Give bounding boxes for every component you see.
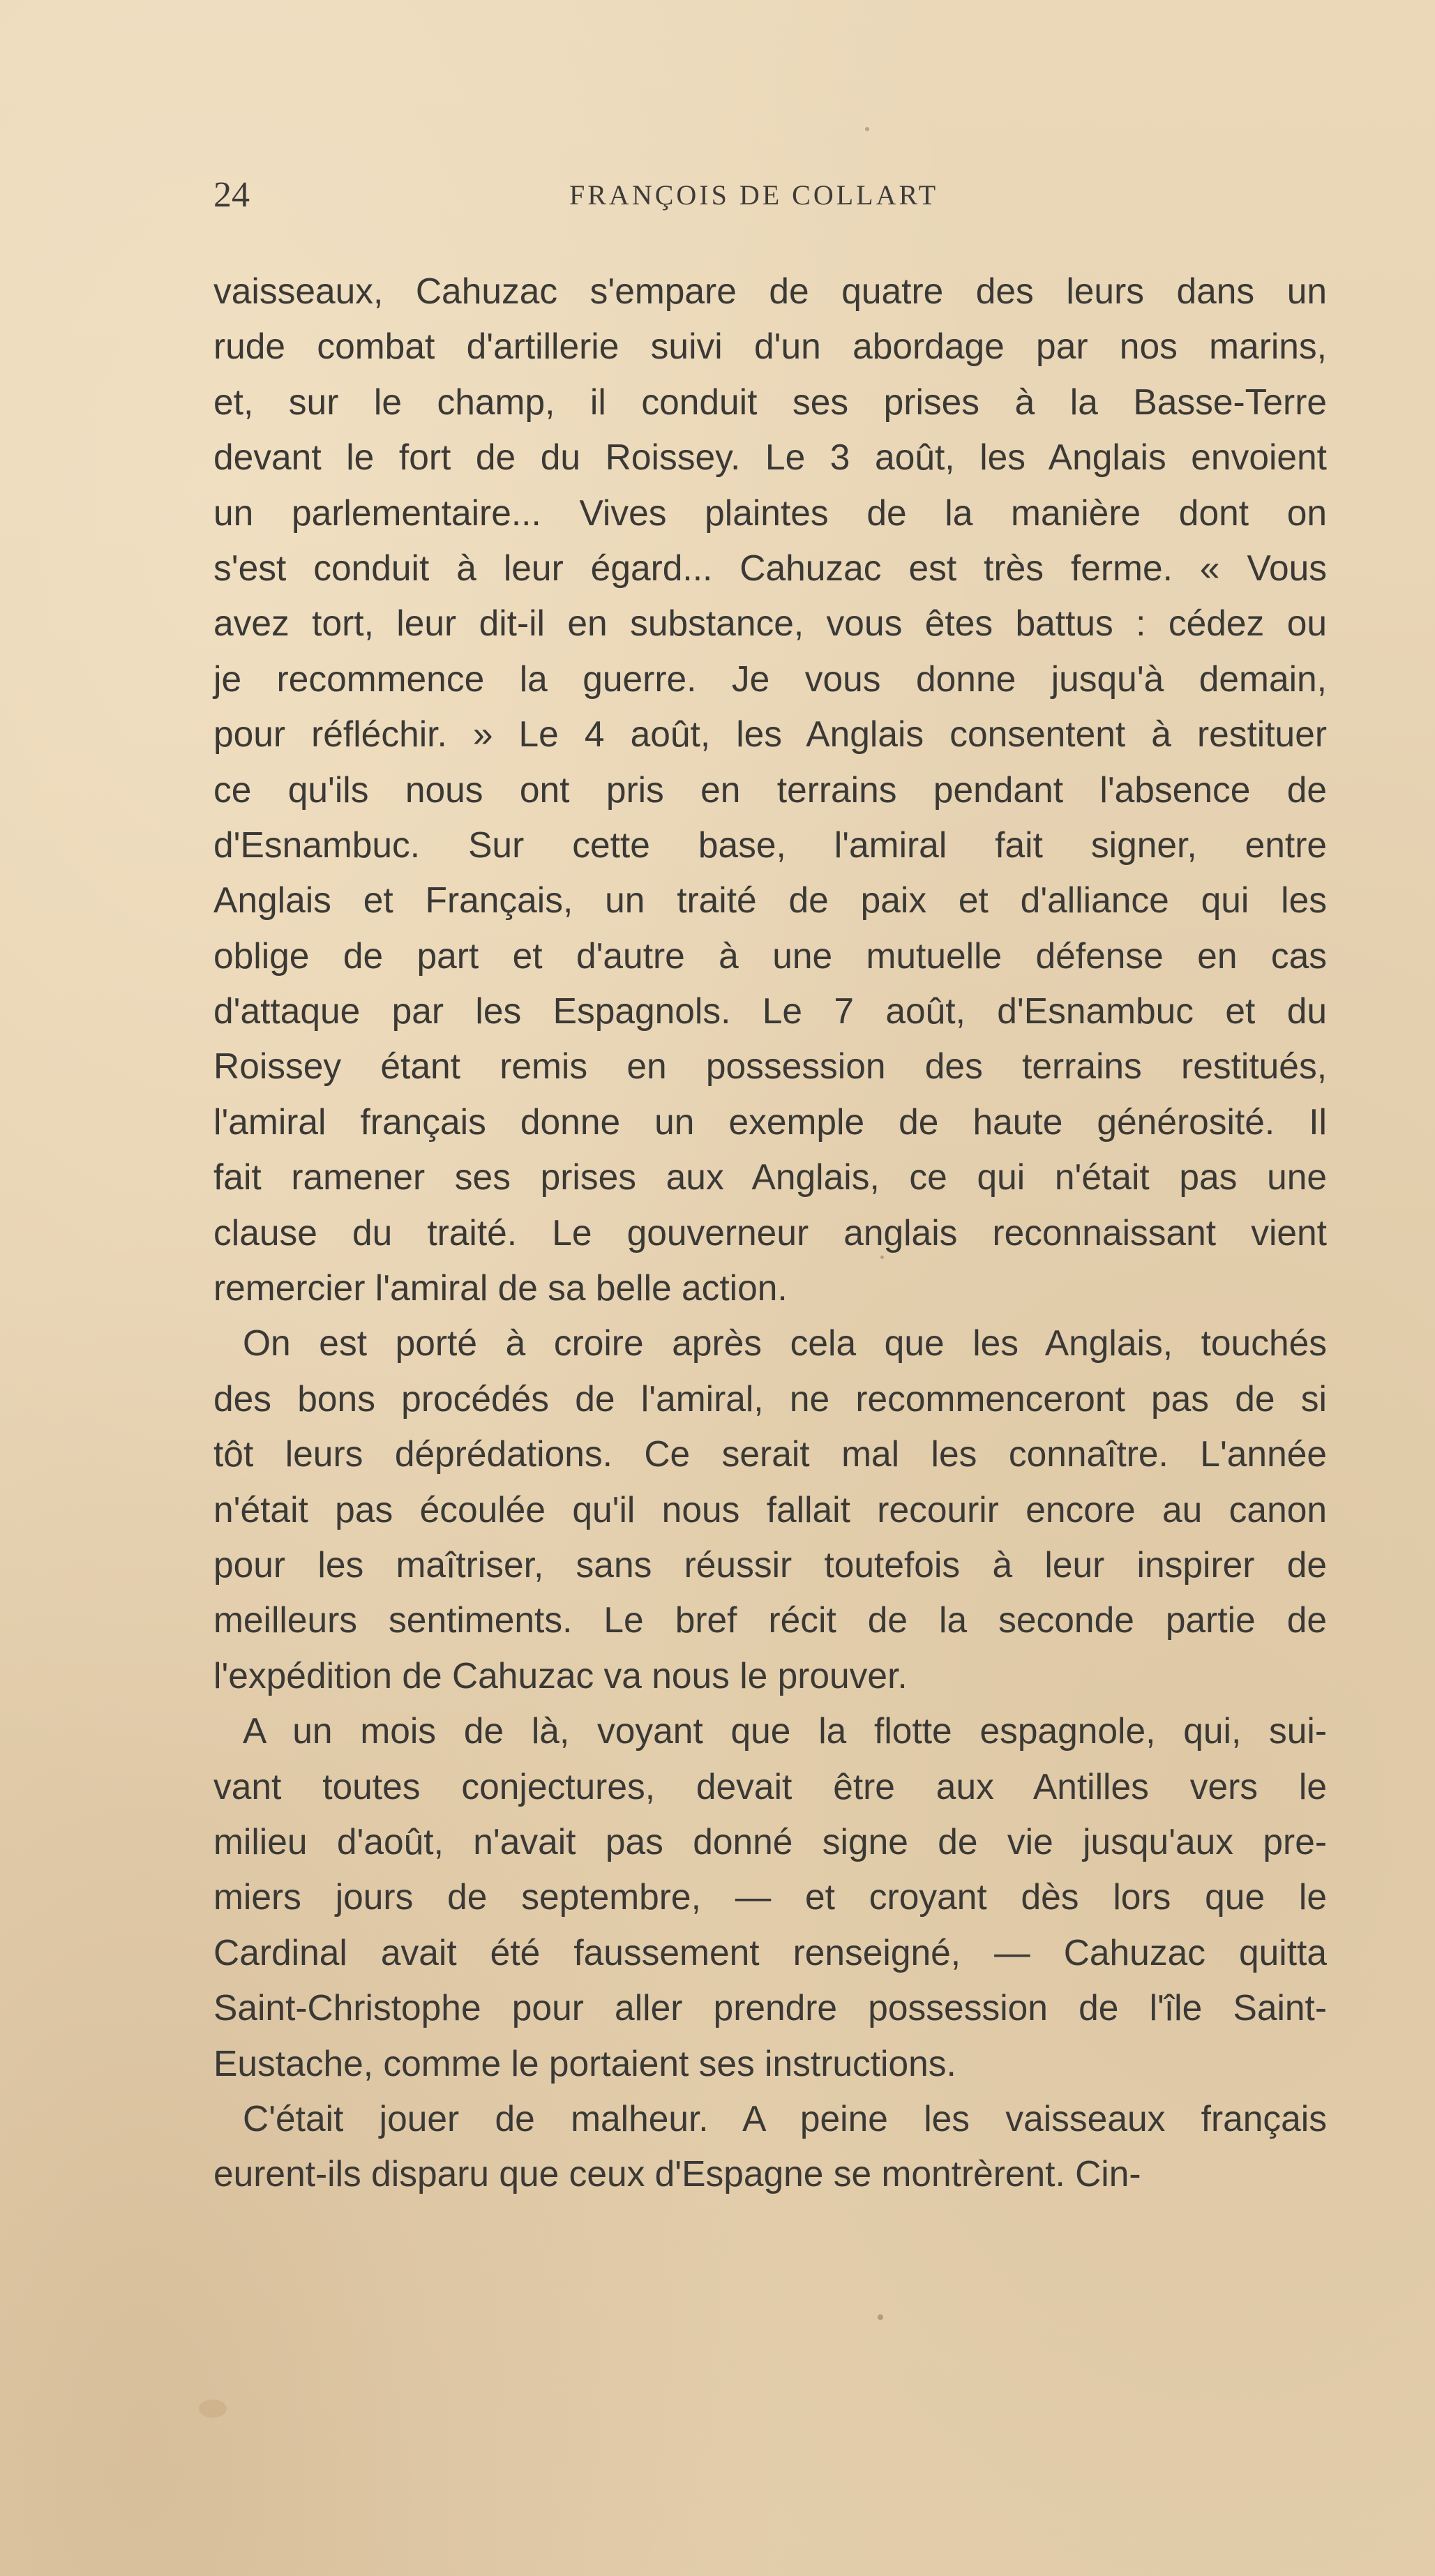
- text-line: tôt leurs déprédations. Ce serait mal les connaître. L'année: [213, 1433, 1327, 1475]
- page-number: 24: [213, 175, 250, 215]
- text-line: l'expédition de Cahuzac va nous le prouver.: [213, 1655, 908, 1696]
- paper-speck: [865, 127, 869, 131]
- paper-speck: [878, 2314, 883, 2320]
- text-line: A un mois de là, voyant que la flotte espagnole, qui, sui-: [243, 1710, 1327, 1752]
- text-line: C'était jouer de malheur. A peine les vaisseaux français: [243, 2097, 1327, 2139]
- text-line: milieu d'août, n'avait pas donné signe de vie jusqu'aux pre-: [213, 1821, 1327, 1862]
- paragraph: [213, 1703, 1327, 2091]
- paper-speck: [199, 2400, 227, 2418]
- text-line: miers jours de septembre, — et croyant dès lors que le: [213, 1876, 1327, 1918]
- text-line: meilleurs sentiments. Le bref récit de la seconde partie de: [213, 1599, 1327, 1641]
- text-line: On est porté à croire après cela que les Anglais, touchés: [243, 1323, 1327, 1364]
- text-line: eurent-ils disparu que ceux d'Espagne se montrèrent. Cin-: [213, 2153, 1141, 2194]
- text-line: des bons procédés de l'amiral, ne recommenceront pas de si: [213, 1378, 1327, 1419]
- text-line: un parlementaire... Vives plaintes de la manière dont on: [213, 492, 1327, 533]
- paragraph: [213, 1316, 1327, 1703]
- paper-speck: [880, 1256, 884, 1259]
- text-line: Cardinal avait été faussement renseigné, — Cahuzac quitta: [213, 1931, 1327, 1973]
- text-line: d'Esnambuc. Sur cette base, l'amiral fait signer, entre: [213, 824, 1327, 865]
- running-head: [213, 174, 1358, 223]
- text-line: devant le fort de du Roissey. Le 3 août, les Anglais envoient: [213, 437, 1327, 478]
- text-line: Anglais et Français, un traité de paix et d'alliance qui les: [213, 880, 1327, 921]
- text-line: vaisseaux, Cahuzac s'empare de quatre des leurs dans un: [213, 271, 1327, 311]
- text-line: rude combat d'artillerie suivi d'un abordage par nos marins,: [213, 326, 1327, 367]
- paragraph: [213, 2091, 1327, 2202]
- text-line: vant toutes conjectures, devait être aux Antilles vers le: [213, 1765, 1327, 1807]
- text-line: je recommence la guerre. Je vous donne jusqu'à demain,: [213, 658, 1327, 699]
- text-line: n'était pas écoulée qu'il nous fallait recourir encore au canon: [213, 1489, 1327, 1530]
- text-line: avez tort, leur dit-il en substance, vous êtes battus : cédez ou: [213, 603, 1327, 644]
- text-line: oblige de part et d'autre à une mutuelle défense en cas: [213, 935, 1327, 976]
- text-line: pour réfléchir. » Le 4 août, les Anglais consentent à restituer: [213, 714, 1327, 755]
- text-line: Saint-Christophe pour aller prendre possession de l'île Saint-: [213, 1987, 1327, 2028]
- text-line: Eustache, comme le portaient ses instructions.: [213, 2042, 956, 2084]
- text-line: l'amiral français donne un exemple de haute générosité. Il: [213, 1101, 1327, 1142]
- text-line: fait ramener ses prises aux Anglais, ce qui n'était pas une: [213, 1157, 1327, 1198]
- text-line: Roissey étant remis en possession des terrains restitués,: [213, 1046, 1327, 1087]
- text-line: et, sur le champ, il conduit ses prises à la Basse-Terre: [213, 381, 1327, 422]
- text-line: clause du traité. Le gouverneur anglais reconnaissant vient: [213, 1212, 1327, 1253]
- body-text: [213, 264, 1327, 2202]
- text-line: ce qu'ils nous ont pris en terrains pendant l'absence de: [213, 769, 1327, 810]
- text-line: d'attaque par les Espagnols. Le 7 août, d'Esnambuc et du: [213, 991, 1327, 1032]
- text-line: remercier l'amiral de sa belle action.: [213, 1267, 788, 1309]
- text-line: s'est conduit à leur égard... Cahuzac est très ferme. « Vous: [213, 547, 1327, 588]
- paragraph: [213, 264, 1327, 1316]
- running-title: FRANÇOIS DE COLLART: [569, 179, 939, 211]
- text-line: pour les maîtriser, sans réussir toutefois à leur inspirer de: [213, 1544, 1327, 1585]
